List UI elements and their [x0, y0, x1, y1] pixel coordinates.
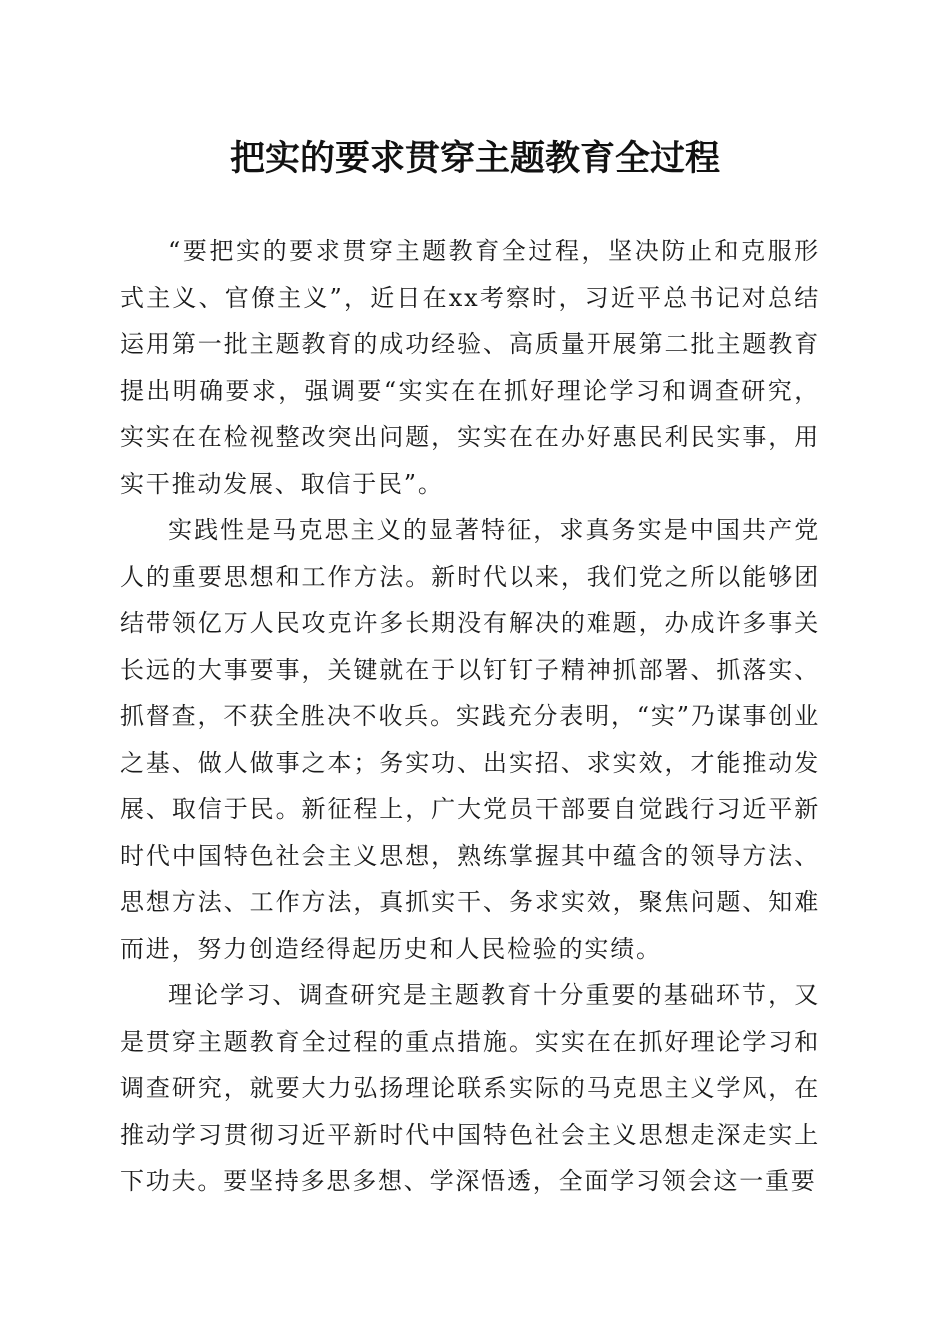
paragraph-2: 实践性是马克思主义的显著特征，求真务实是中国共产党人的重要思想和工作方法。新时代以来，我们党之所以能够团结带领亿万人民攻克许多长期没有解决的难题，办成许多事关长远的大事要事，关键就在于以钉钉子精神抓部署、抓落实、抓督查，不获全胜决不收兵。实践充分表明，“实”乃谋事创业之基、做人做事之本；务实功、出实招、求实效，才能推动发展、取信于民。新征程上，广大党员干部要自觉践行习近平新时代中国特色社会主义思想，熟练掌握其中蕴含的领导方法、思想方法、工作方法，真抓实干、务求实效，聚焦问题、知难而进，努力创造经得起历史和人民检验的实绩。: [120, 516, 820, 963]
paragraph-3: 理论学习、调查研究是主题教育十分重要的基础环节，又是贯穿主题教育全过程的重点措施。实实在在抓好理论学习和调查研究，就要大力弘扬理论联系实际的马克思主义学风，在推动学习贯彻习近平新时代中国特色社会主义思想走深走实上下功夫。要坚持多思多想、学深悟透，全面学习领会这一重要: [120, 981, 820, 1195]
paragraph-1: “要把实的要求贯穿主题教育全过程，坚决防止和克服形式主义、官僚主义”，近日在xx考察时，习近平总书记对总结运用第一批主题教育的成功经验、高质量开展第二批主题教育提出明确要求，强调要“实实在在抓好理论学习和调查研究，实实在在检视整改突出问题，实实在在办好惠民利民实事，用实干推动发展、取信于民”。: [120, 237, 820, 498]
document-body: [120, 228, 820, 1205]
document-title: 把实的要求贯穿主题教育全过程: [229, 138, 720, 179]
